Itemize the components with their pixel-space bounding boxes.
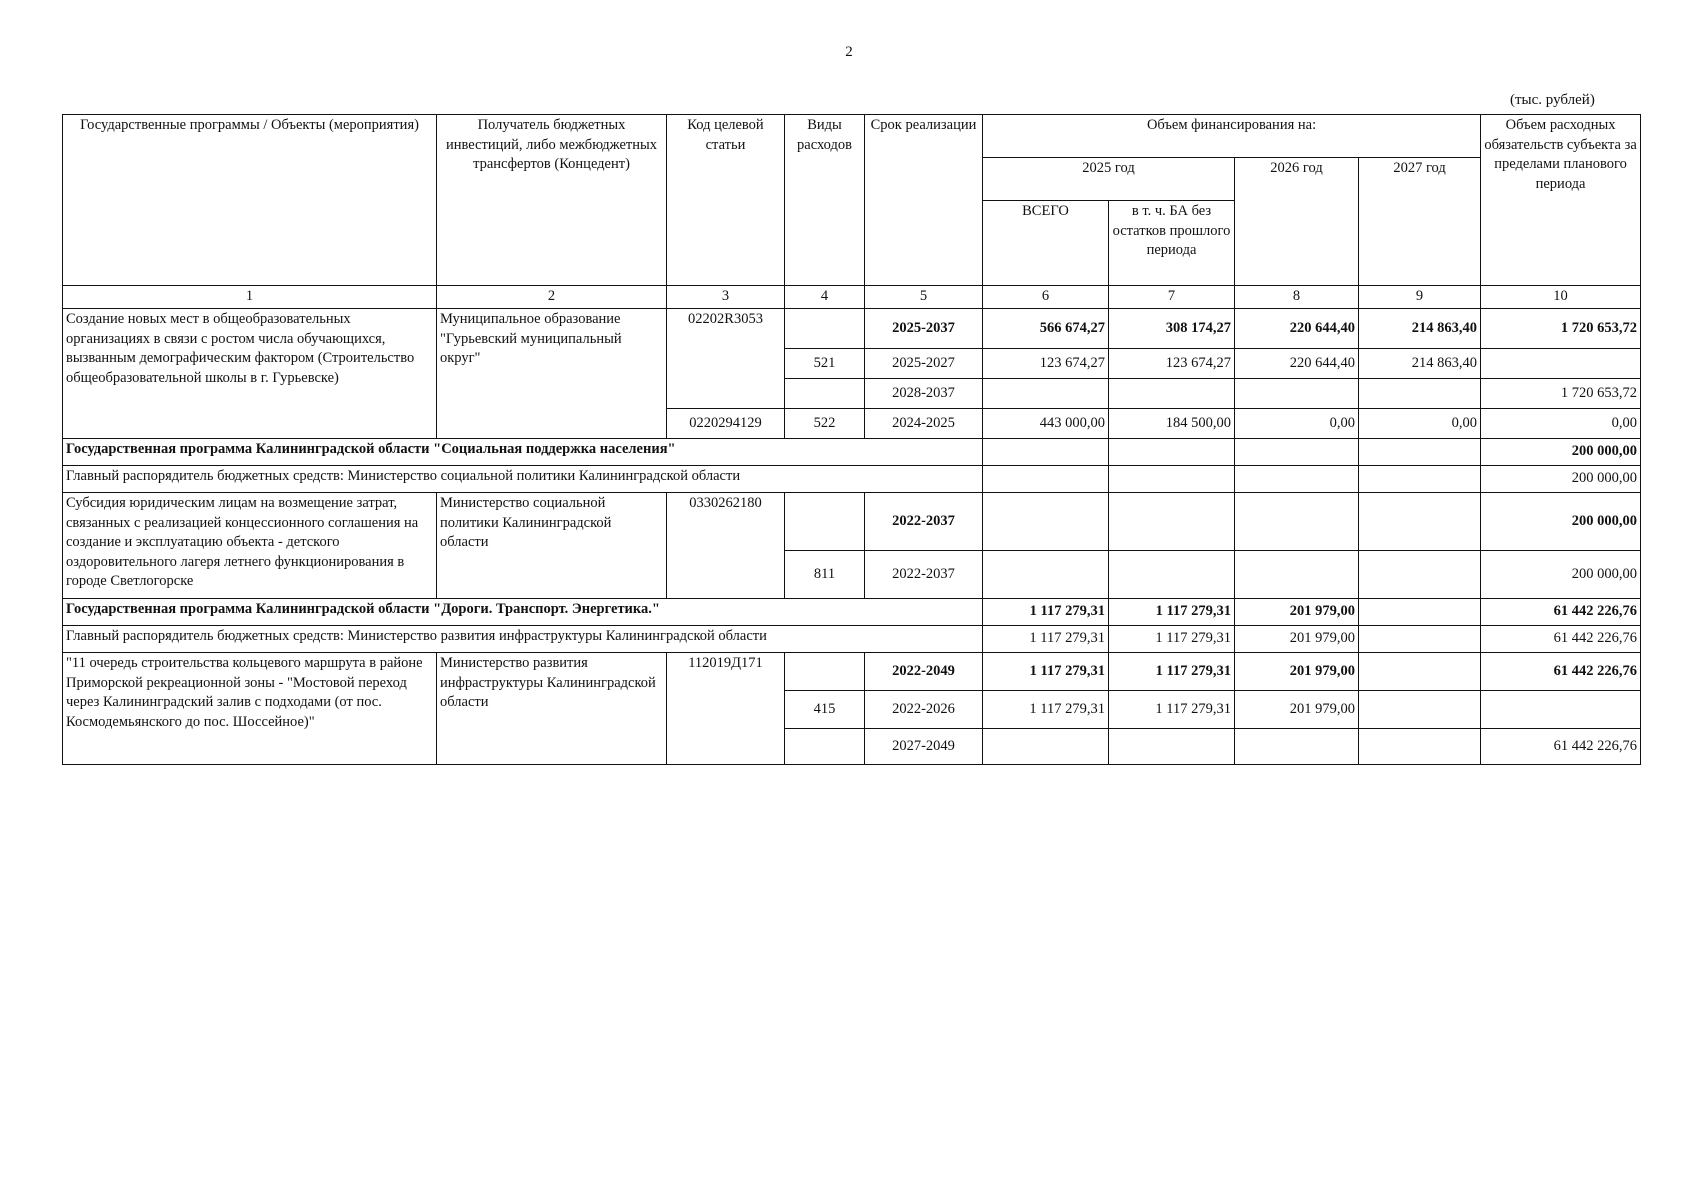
ba-2025: 1 117 279,31 — [1109, 653, 1235, 691]
col-number: 6 — [983, 286, 1109, 309]
header-total: ВСЕГО — [983, 201, 1109, 286]
total-2025 — [983, 729, 1109, 765]
object-name: "11 очередь строительства кольцевого маршрута в районе Приморской рекреационной зоны - "Мостовой переход через Калининградский залив с подходами (от пос. Космодемьянского до пос. Шоссейное)" — [63, 653, 437, 765]
amount-2027: 214 863,40 — [1359, 309, 1481, 349]
page-number: 2 — [845, 44, 853, 60]
expense-type — [785, 379, 865, 409]
units-label: (тыс. рублей) — [1510, 92, 1595, 108]
col-number: 9 — [1359, 286, 1481, 309]
ba-2025: 184 500,00 — [1109, 409, 1235, 439]
amount-2026 — [1235, 439, 1359, 466]
obligations — [1481, 691, 1641, 729]
object-code: 0220294129 — [667, 409, 785, 439]
table-row — [63, 309, 1641, 349]
total-2025: 123 674,27 — [983, 349, 1109, 379]
term: 2027-2049 — [865, 729, 983, 765]
header-year-2025: 2025 год — [983, 158, 1235, 201]
ba-2025 — [1109, 729, 1235, 765]
table-row — [63, 653, 1641, 691]
expense-type — [785, 653, 865, 691]
amount-2026 — [1235, 493, 1359, 551]
header-numbers-row — [63, 286, 1641, 309]
object-code: 112019Д171 — [667, 653, 785, 765]
amount-2027 — [1359, 439, 1481, 466]
total-2025 — [983, 493, 1109, 551]
obligations: 61 442 226,76 — [1481, 729, 1641, 765]
obligations — [1481, 349, 1641, 379]
obligations: 61 442 226,76 — [1481, 626, 1641, 653]
obligations: 0,00 — [1481, 409, 1641, 439]
obligations: 200 000,00 — [1481, 466, 1641, 493]
amount-2027 — [1359, 691, 1481, 729]
expense-type: 521 — [785, 349, 865, 379]
expense-type — [785, 493, 865, 551]
ba-2025: 1 117 279,31 — [1109, 599, 1235, 626]
ba-2025 — [1109, 439, 1235, 466]
total-2025 — [983, 466, 1109, 493]
ba-2025 — [1109, 466, 1235, 493]
obligations: 200 000,00 — [1481, 551, 1641, 599]
total-2025 — [983, 439, 1109, 466]
amount-2027 — [1359, 599, 1481, 626]
expense-type: 811 — [785, 551, 865, 599]
col-number: 1 — [63, 286, 437, 309]
program-row — [63, 599, 1641, 626]
expense-type: 522 — [785, 409, 865, 439]
expense-type — [785, 309, 865, 349]
term: 2022-2037 — [865, 551, 983, 599]
amount-2027 — [1359, 729, 1481, 765]
amount-2026: 201 979,00 — [1235, 626, 1359, 653]
program-title: Государственная программа Калининградской области "Дороги. Транспорт. Энергетика." — [63, 599, 983, 626]
amount-2026 — [1235, 466, 1359, 493]
expense-type — [785, 729, 865, 765]
total-2025 — [983, 551, 1109, 599]
header-financing: Объем финансирования на: — [983, 115, 1481, 158]
term: 2025-2027 — [865, 349, 983, 379]
object-recipient: Министерство развития инфраструктуры Калининградской области — [437, 653, 667, 765]
ba-2025 — [1109, 379, 1235, 409]
col-number: 2 — [437, 286, 667, 309]
header-programs: Государственные программы / Объекты (мероприятия) — [63, 115, 437, 286]
manager-row — [63, 626, 1641, 653]
header-year-2026: 2026 год — [1235, 158, 1359, 286]
ba-2025: 1 117 279,31 — [1109, 626, 1235, 653]
object-code: 02202R3053 — [667, 309, 785, 409]
header-ba: в т. ч. БА без остатков прошлого периода — [1109, 201, 1235, 286]
header-code: Код целевой статьи — [667, 115, 785, 286]
total-2025: 443 000,00 — [983, 409, 1109, 439]
table-row — [63, 493, 1641, 551]
obligations: 61 442 226,76 — [1481, 599, 1641, 626]
header-recipient: Получатель бюджетных инвестиций, либо межбюджетных трансфертов (Концедент) — [437, 115, 667, 286]
amount-2026: 201 979,00 — [1235, 691, 1359, 729]
amount-2027: 0,00 — [1359, 409, 1481, 439]
total-2025: 1 117 279,31 — [983, 653, 1109, 691]
amount-2027: 214 863,40 — [1359, 349, 1481, 379]
term: 2028-2037 — [865, 379, 983, 409]
term: 2024-2025 — [865, 409, 983, 439]
budget-manager: Главный распорядитель бюджетных средств: Министерство социальной политики Калининградской области — [63, 466, 983, 493]
header-term: Срок реализации — [865, 115, 983, 286]
program-row — [63, 439, 1641, 466]
object-recipient: Министерство социальной политики Калининградской области — [437, 493, 667, 599]
total-2025: 1 117 279,31 — [983, 599, 1109, 626]
term: 2022-2049 — [865, 653, 983, 691]
term: 2025-2037 — [865, 309, 983, 349]
object-code: 0330262180 — [667, 493, 785, 599]
header-expense-type: Виды расходов — [785, 115, 865, 286]
ba-2025: 1 117 279,31 — [1109, 691, 1235, 729]
ba-2025: 123 674,27 — [1109, 349, 1235, 379]
amount-2026 — [1235, 551, 1359, 599]
amount-2027 — [1359, 626, 1481, 653]
amount-2026 — [1235, 729, 1359, 765]
amount-2027 — [1359, 493, 1481, 551]
amount-2026: 0,00 — [1235, 409, 1359, 439]
obligations: 61 442 226,76 — [1481, 653, 1641, 691]
col-number: 4 — [785, 286, 865, 309]
col-number: 3 — [667, 286, 785, 309]
header-year-2027: 2027 год — [1359, 158, 1481, 286]
total-2025: 1 117 279,31 — [983, 691, 1109, 729]
amount-2027 — [1359, 653, 1481, 691]
ba-2025 — [1109, 551, 1235, 599]
object-recipient: Муниципальное образование "Гурьевский муниципальный округ" — [437, 309, 667, 439]
expense-type: 415 — [785, 691, 865, 729]
amount-2026 — [1235, 379, 1359, 409]
ba-2025 — [1109, 493, 1235, 551]
col-number: 8 — [1235, 286, 1359, 309]
amount-2027 — [1359, 466, 1481, 493]
total-2025: 566 674,27 — [983, 309, 1109, 349]
total-2025: 1 117 279,31 — [983, 626, 1109, 653]
obligations: 200 000,00 — [1481, 439, 1641, 466]
program-title: Государственная программа Калининградской области "Социальная поддержка населения" — [63, 439, 983, 466]
budget-manager: Главный распорядитель бюджетных средств: Министерство развития инфраструктуры Калининградской области — [63, 626, 983, 653]
ba-2025: 308 174,27 — [1109, 309, 1235, 349]
total-2025 — [983, 379, 1109, 409]
object-name: Субсидия юридическим лицам на возмещение затрат, связанных с реализацией концессионного соглашения на создание и эксплуатацию объекта - детского оздоровительного лагеря летнего функционирования в городе Светлогорске — [63, 493, 437, 599]
amount-2027 — [1359, 379, 1481, 409]
col-number: 7 — [1109, 286, 1235, 309]
manager-row — [63, 466, 1641, 493]
term: 2022-2026 — [865, 691, 983, 729]
amount-2026: 201 979,00 — [1235, 653, 1359, 691]
amount-2026: 220 644,40 — [1235, 349, 1359, 379]
amount-2027 — [1359, 551, 1481, 599]
obligations: 1 720 653,72 — [1481, 379, 1641, 409]
amount-2026: 201 979,00 — [1235, 599, 1359, 626]
header-obligations: Объем расходных обязательств субъекта за пределами планового периода — [1481, 115, 1641, 286]
object-name: Создание новых мест в общеобразовательных организациях в связи с ростом числа обучающихся, вызванным демографическим фактором (Строительство общеобразовательной школы в г. Гурьевске) — [63, 309, 437, 439]
financing-table — [62, 114, 1641, 765]
col-number: 5 — [865, 286, 983, 309]
col-number: 10 — [1481, 286, 1641, 309]
obligations: 200 000,00 — [1481, 493, 1641, 551]
amount-2026: 220 644,40 — [1235, 309, 1359, 349]
term: 2022-2037 — [865, 493, 983, 551]
obligations: 1 720 653,72 — [1481, 309, 1641, 349]
